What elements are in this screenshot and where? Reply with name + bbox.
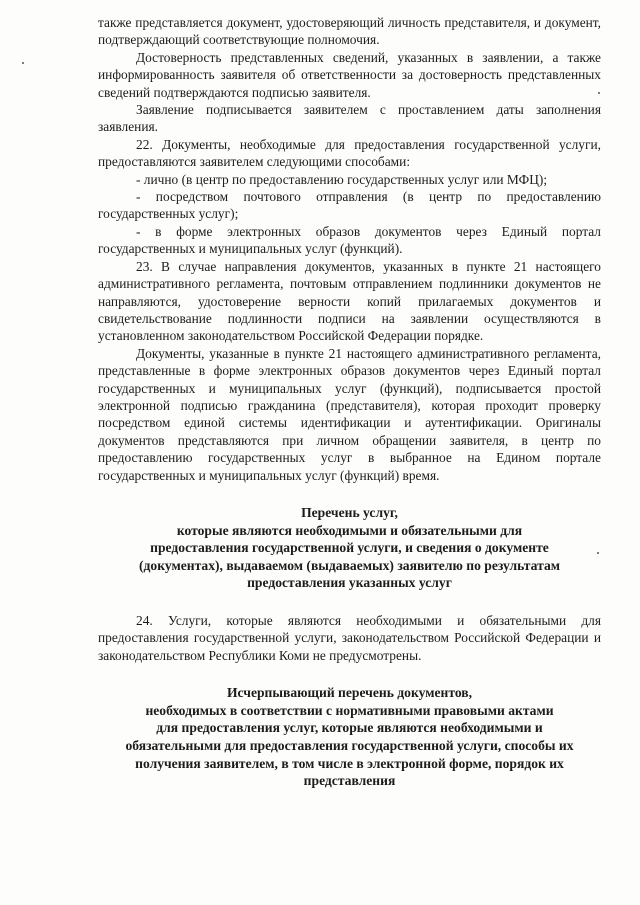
paragraphs-top (98, 14, 601, 484)
section-heading-services (98, 504, 601, 592)
paragraph: 23. В случае направления документов, указанных в пункте 21 настоящего административного регламента, почтовым отправлением подлинники документов не направляются, удостоверение верности копий прилагаемых документов и свидетельствование подлинности подписи на заявлении осуществляются в установленном законодательством Российской Федерации порядке. (98, 258, 601, 344)
paragraph: Достоверность представленных сведений, указанных в заявлении, а также информированность заявителя об ответственности за достоверность представленных сведений подтверждаются подписью заявителя. (98, 49, 601, 100)
section-heading-documents (98, 684, 601, 790)
paragraph: 22. Документы, необходимые для предоставления государственной услуги, предоставляются заявителем следующими способами: (98, 136, 601, 170)
paragraph: также представляется документ, удостоверяющий личность представителя, и документ, подтверждающий соответствующие полномочия. (98, 15, 601, 48)
heading-line: Исчерпывающий перечень документов, (226, 685, 473, 701)
heading-line: обязательными для предоставления государственной услуги, способы их (125, 737, 574, 753)
document-body (98, 14, 601, 790)
heading-line: предоставления государственной услуги, и сведения о документе (150, 540, 549, 556)
heading-line: получения заявителем, в том числе в электронной форме, порядок их (135, 755, 564, 771)
heading-line: для предоставления услуг, которые являются необходимыми и (156, 720, 543, 736)
paragraph: Документы, указанные в пункте 21 настоящего административного регламента, представленные в форме электронных образов документов через Единый портал государственных и муниципальных услуг (функций), подписывается простой электронной подписью гражданина (представителя), которая проходит проверку посредством единой системы идентификации и аутентификации. Оригиналы документов представляются при личном обращении заявителя, в центр по предоставлению государственных услуг в выбранное на Едином портале государственных и муниципальных услуг (функций) время. (98, 345, 601, 483)
heading-line: которые являются необходимыми и обязательными для (176, 522, 523, 538)
heading-line: предоставления указанных услуг (247, 575, 452, 591)
list-item: - лично (в центр по предоставлению государственных услуг или МФЦ); (136, 171, 548, 187)
list-item: - посредством почтового отправления (в центр по предоставлению государственных услуг); (98, 189, 601, 222)
heading-line: представления (303, 773, 396, 789)
heading-line: необходимых в соответствии с нормативными правовыми актами (145, 702, 554, 718)
list-item: - в форме электронных образов документов через Единый портал государственных и муниципальных услуг (функций). (98, 223, 601, 257)
paragraph: 24. Услуги, которые являются необходимыми и обязательными для предоставления государственной услуги, законодательством Российской Федерации и законодательством Республики Коми не предусмотрены. (98, 612, 601, 663)
scan-speck (22, 62, 24, 64)
heading-line: (документах), выдаваемом (выдаваемых) заявителю по результатам (139, 557, 560, 573)
heading-line: Перечень услуг, (301, 504, 398, 520)
paragraph: Заявление подписывается заявителем с проставлением даты заполнения заявления. (98, 102, 601, 135)
